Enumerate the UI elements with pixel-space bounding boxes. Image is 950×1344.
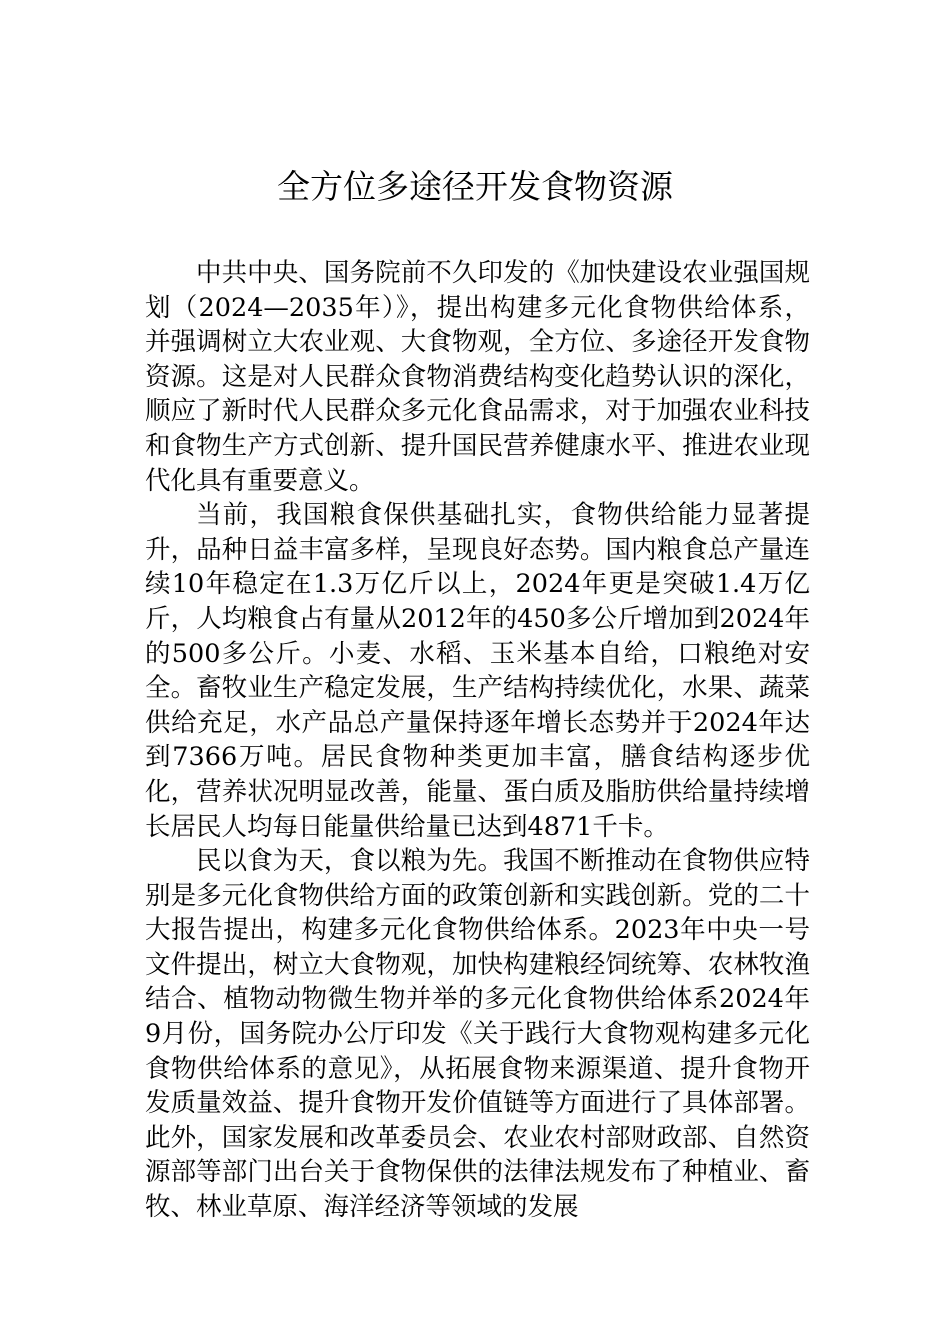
document-body	[145, 256, 810, 1225]
document-title: 全方位多途径开发食物资源	[277, 167, 673, 206]
paragraph-2: 当前，我国粮食保供基础扎实，食物供给能力显著提升，品种日益丰富多样，呈现良好态势。国内粮食总产量连续10年稳定在1.3万亿斤以上，2024年更是突破1.4万亿斤，人均粮食占有量从2012年的450多公斤增加到2024年的500多公斤。小麦、水稻、玉米基本自给，口粮绝对安全。畜牧业生产稳定发展，生产结构持续优化，水果、蔬菜供给充足，水产品总产量保持逐年增长态势并于2024年达到7366万吨。居民食物种类更加丰富，膳食结构逐步优化，营养状况明显改善，能量、蛋白质及脂肪供给量持续增长居民人均每日能量供给量已达到4871千卡。	[145, 500, 810, 842]
paragraph-1: 中共中央、国务院前不久印发的《加快建设农业强国规划（2024—2035年）》，提出构建多元化食物供给体系，并强调树立大农业观、大食物观，全方位、多途径开发食物资源。这是对人民群众食物消费结构变化趋势认识的深化，顺应了新时代人民群众多元化食品需求，对于加强农业科技和食物生产方式创新、提升国民营养健康水平、推进农业现代化具有重要意义。	[145, 258, 810, 496]
paragraph-3: 民以食为天，食以粮为先。我国不断推动在食物供应特别是多元化食物供给方面的政策创新和实践创新。党的二十大报告提出，构建多元化食物供给体系。2023年中央一号文件提出，树立大食物观，加快构建粮经饲统筹、农林牧渔结合、植物动物微生物并举的多元化食物供给体系2024年9月份，国务院办公厅印发《关于践行大食物观构建多元化食物供给体系的意见》，从拓展食物来源渠道、提升食物开发质量效益、提升食物开发价值链等方面进行了具体部署。此外，国家发展和改革委员会、农业农村部财政部、自然资源部等部门出台关于食物保供的法律法规发布了种植业、畜牧、林业草原、海洋经济等领域的发展	[145, 846, 810, 1223]
